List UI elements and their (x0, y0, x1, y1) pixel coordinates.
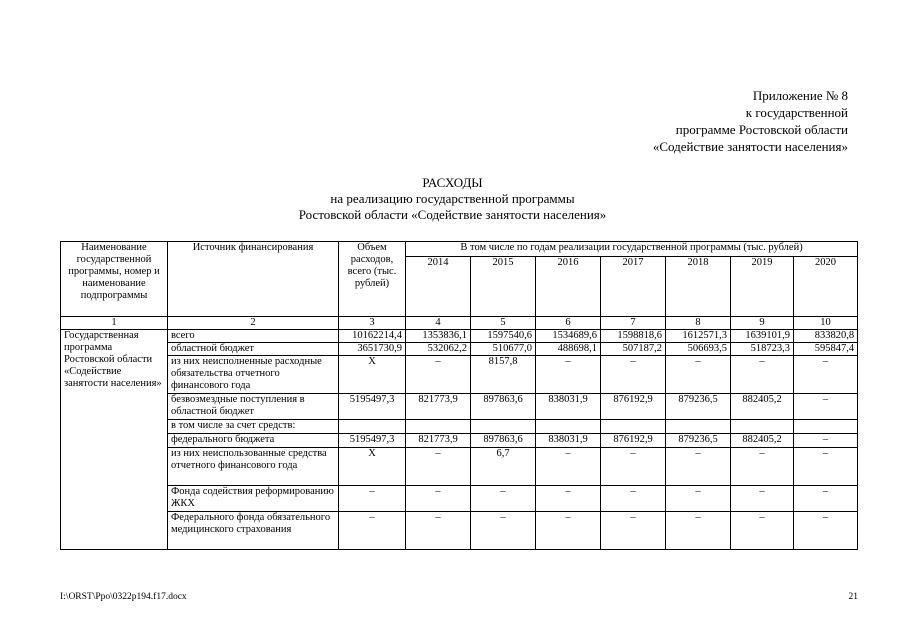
table-row (61, 356, 858, 394)
column-number: 6 (536, 317, 601, 330)
value-cell: 833820,8 (794, 330, 858, 343)
value-cell: 882405,2 (731, 434, 794, 448)
column-number: 10 (794, 317, 858, 330)
header-source: Источник финансирования (168, 242, 339, 317)
table-row (61, 434, 858, 448)
value-cell: 821773,9 (406, 394, 471, 420)
value-cell: – (794, 448, 858, 486)
value-cell: 838031,9 (536, 434, 601, 448)
heading-subtitle-2: Ростовской области «Содействие занятости населения» (298, 207, 607, 222)
value-cell: – (536, 486, 601, 512)
source-cell: безвозмездные поступления в областной бюджет (168, 394, 339, 420)
value-cell: 5195497,3 (339, 434, 406, 448)
value-cell: – (536, 512, 601, 550)
source-cell: в том числе за счет средств: (168, 420, 339, 434)
value-cell (471, 420, 536, 434)
source-cell: всего (168, 330, 339, 343)
value-cell: – (794, 486, 858, 512)
value-cell: – (666, 486, 731, 512)
value-cell: – (601, 356, 666, 394)
value-cell: – (794, 394, 858, 420)
value-cell: 897863,6 (471, 394, 536, 420)
document-heading (0, 175, 905, 223)
table-row (61, 512, 858, 550)
value-cell: 532062,2 (406, 343, 471, 356)
value-cell: 8157,8 (471, 356, 536, 394)
value-cell: – (406, 356, 471, 394)
value-cell: 876192,9 (601, 434, 666, 448)
appendix-line-3: программе Ростовской области (675, 122, 848, 137)
value-cell: 1534689,6 (536, 330, 601, 343)
table-row (61, 330, 858, 343)
value-cell: – (406, 448, 471, 486)
heading-title: РАСХОДЫ (422, 175, 483, 190)
header-year: 2014 (406, 257, 471, 317)
value-cell (406, 420, 471, 434)
footer-page-number: 21 (848, 592, 858, 602)
value-cell: 1353836,1 (406, 330, 471, 343)
appendix-block (548, 87, 848, 155)
value-cell: – (406, 486, 471, 512)
appendix-line-4: «Содействие занятости населения» (652, 139, 848, 154)
header-total: Объем расходов, всего (тыс. рублей) (339, 242, 406, 317)
program-name-cell: Государственная программа Ростовской области «Содействие занятости населения» (61, 330, 168, 550)
column-number: 5 (471, 317, 536, 330)
header-program-name: Наименование государственной программы, номер и наименование подпрограммы (61, 242, 168, 317)
value-cell (794, 420, 858, 434)
column-number: 9 (731, 317, 794, 330)
value-cell: – (601, 512, 666, 550)
column-number: 7 (601, 317, 666, 330)
footer-file-path: I:\ORST\Ppo\0322p194.f17.docx (60, 592, 187, 602)
value-cell (731, 420, 794, 434)
header-year: 2020 (794, 257, 858, 317)
value-cell: – (794, 434, 858, 448)
value-cell: 1612571,3 (666, 330, 731, 343)
value-cell: 1597540,6 (471, 330, 536, 343)
header-year: 2019 (731, 257, 794, 317)
value-cell (536, 420, 601, 434)
value-cell: 821773,9 (406, 434, 471, 448)
value-cell: X (339, 448, 406, 486)
value-cell: – (471, 512, 536, 550)
value-cell: 5195497,3 (339, 394, 406, 420)
header-years-group: В том числе по годам реализации государственной программы (тыс. рублей) (406, 242, 858, 257)
value-cell: – (794, 512, 858, 550)
value-cell: 6,7 (471, 448, 536, 486)
table-row (61, 486, 858, 512)
value-cell: – (666, 512, 731, 550)
value-cell: 879236,5 (666, 394, 731, 420)
column-number: 1 (61, 317, 168, 330)
value-cell (339, 420, 406, 434)
value-cell: 897863,6 (471, 434, 536, 448)
value-cell: 838031,9 (536, 394, 601, 420)
header-year: 2017 (601, 257, 666, 317)
value-cell: – (406, 512, 471, 550)
value-cell: 506693,5 (666, 343, 731, 356)
table-row (61, 420, 858, 434)
value-cell: – (666, 356, 731, 394)
value-cell: – (536, 356, 601, 394)
value-cell: 595847,4 (794, 343, 858, 356)
column-number: 3 (339, 317, 406, 330)
value-cell: 10162214,4 (339, 330, 406, 343)
value-cell: – (536, 448, 601, 486)
source-cell: федерального бюджета (168, 434, 339, 448)
expenses-table (60, 241, 858, 550)
value-cell: X (339, 356, 406, 394)
value-cell: – (731, 448, 794, 486)
value-cell: 518723,3 (731, 343, 794, 356)
value-cell: – (731, 356, 794, 394)
value-cell (666, 420, 731, 434)
header-year: 2018 (666, 257, 731, 317)
value-cell: 488698,1 (536, 343, 601, 356)
value-cell: – (794, 356, 858, 394)
table-row (61, 448, 858, 486)
column-number: 8 (666, 317, 731, 330)
value-cell: 879236,5 (666, 434, 731, 448)
column-number: 2 (168, 317, 339, 330)
source-cell: областной бюджет (168, 343, 339, 356)
table-row (61, 394, 858, 420)
value-cell: – (601, 448, 666, 486)
source-cell: Фонда содействия реформированию ЖКХ (168, 486, 339, 512)
value-cell: 882405,2 (731, 394, 794, 420)
value-cell: 1598818,6 (601, 330, 666, 343)
value-cell: – (601, 486, 666, 512)
header-year: 2015 (471, 257, 536, 317)
value-cell: 876192,9 (601, 394, 666, 420)
value-cell: 507187,2 (601, 343, 666, 356)
source-cell: из них неисполненные расходные обязательства отчетного финансового года (168, 356, 339, 394)
source-cell: Федерального фонда обязательного медицинского страхования (168, 512, 339, 550)
value-cell: 510677,0 (471, 343, 536, 356)
column-number-row (61, 317, 858, 330)
heading-subtitle-1: на реализацию государственной программы (330, 191, 575, 206)
table-row (61, 343, 858, 356)
value-cell: 1639101,9 (731, 330, 794, 343)
value-cell (601, 420, 666, 434)
header-year: 2016 (536, 257, 601, 317)
value-cell: – (339, 486, 406, 512)
value-cell: – (666, 448, 731, 486)
value-cell: – (731, 512, 794, 550)
source-cell: из них неиспользованные средства отчетного финансового года (168, 448, 339, 486)
value-cell: 3651730,9 (339, 343, 406, 356)
value-cell: – (339, 512, 406, 550)
value-cell: – (731, 486, 794, 512)
appendix-line-2: к государственной (745, 105, 848, 120)
value-cell: – (471, 486, 536, 512)
appendix-line-1: Приложение № 8 (752, 88, 848, 103)
column-number: 4 (406, 317, 471, 330)
